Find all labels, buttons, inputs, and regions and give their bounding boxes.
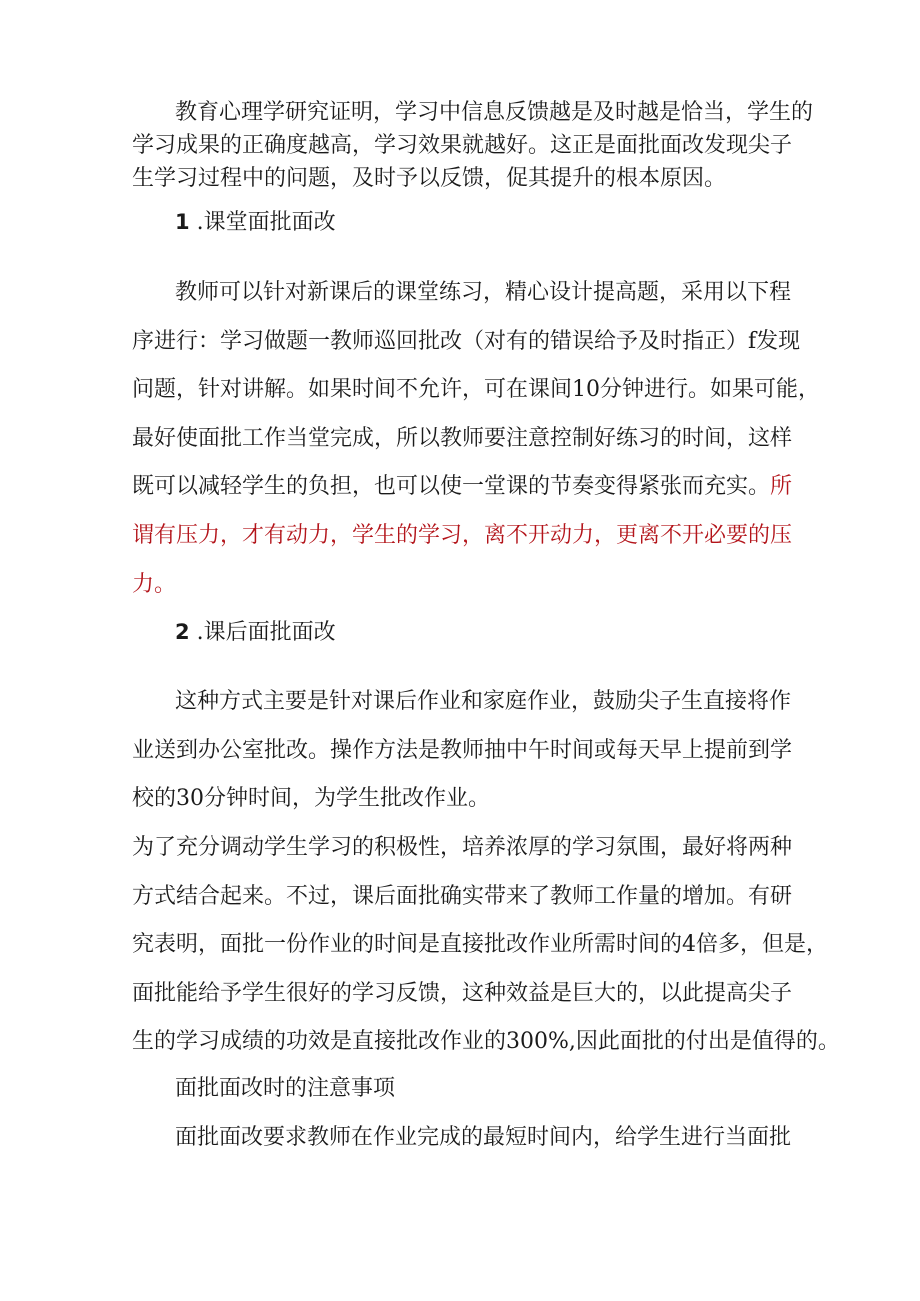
- highlighted-line: 力。: [132, 571, 177, 597]
- paragraph-precautions: [132, 1121, 792, 1154]
- paragraph-line: 最好使面批工作当堂完成，所以教师要注意控制好练习的时间，这样: [132, 425, 793, 451]
- paragraph-line: 生的学习成绩的功效是直接批改作业的300%,因此面批的付出是值得的。: [132, 1029, 840, 1055]
- section-heading-precautions: [175, 1072, 835, 1105]
- paragraph-line: 业送到办公室批改。操作方法是教师抽中午时间或每天早上提前到学: [132, 737, 793, 763]
- paragraph-after-class-method: [132, 678, 792, 824]
- paragraph-line: 究表明，面批一份作业的时间是直接批改作业所需时间的4倍多，但是，: [132, 932, 828, 958]
- section-title: 面批面改时的注意事项: [175, 1076, 396, 1101]
- section-heading-classroom: [175, 206, 835, 239]
- section-number: 1: [175, 210, 190, 234]
- paragraph-line: 面批能给予学生很好的学习反馈，这种效益是巨大的，以此提高尖子: [132, 980, 793, 1006]
- paragraph-line: 问题，针对讲解。如果时间不允许，可在课间10分钟进行。如果可能，: [132, 377, 820, 403]
- paragraph-line: 方式结合起来。不过，课后面批确实带来了教师工作量的增加。有研: [132, 883, 793, 909]
- paragraph-line: 学习成果的正确度越高，学习效果就越好。这正是面批面改发现尖子: [132, 133, 793, 158]
- section-title: .课后面批面改: [196, 620, 336, 645]
- section-number: 2: [175, 620, 190, 644]
- paragraph-line: 校的30分钟时间，为学生批改作业。: [132, 786, 490, 812]
- paragraph-line: 生学习过程中的问题，及时予以反馈，促其提升的根本原因。: [132, 166, 727, 191]
- highlighted-line: 谓有压力，才有动力，学生的学习，离不开动力，更离不开必要的压: [132, 522, 793, 548]
- paragraph-line: 为了充分调动学生学习的积极性，培养浓厚的学习氛围，最好将两种: [132, 835, 793, 860]
- paragraph-line: [132, 463, 792, 512]
- paragraph-feedback-research: [132, 96, 814, 195]
- highlighted-text: 所: [770, 474, 793, 500]
- section-heading-after-class: [175, 616, 835, 649]
- section-title: .课堂面批面改: [196, 210, 336, 235]
- paragraph-text: 既可以减轻学生的负担，也可以使一堂课的节奏变得紧张而充实。: [132, 474, 771, 500]
- paragraph-line: 教师可以针对新课后的课堂练习，精心设计提高题，采用以下程: [175, 280, 792, 305]
- paragraph-line: 面批面改要求教师在作业完成的最短时间内，给学生进行当面批: [175, 1125, 792, 1150]
- paragraph-line: 这种方式主要是针对课后作业和家庭作业，鼓励尖子生直接将作: [175, 689, 792, 714]
- paragraph-classroom-procedure: [132, 269, 820, 609]
- paragraph-combination-benefit: [132, 824, 840, 1067]
- paragraph-line: 序进行：学习做题一教师巡回批改（对有的错误给予及时指正）f发现: [132, 328, 801, 354]
- paragraph-line: 教育心理学研究证明，学习中信息反馈越是及时越是恰当，学生的: [175, 100, 814, 125]
